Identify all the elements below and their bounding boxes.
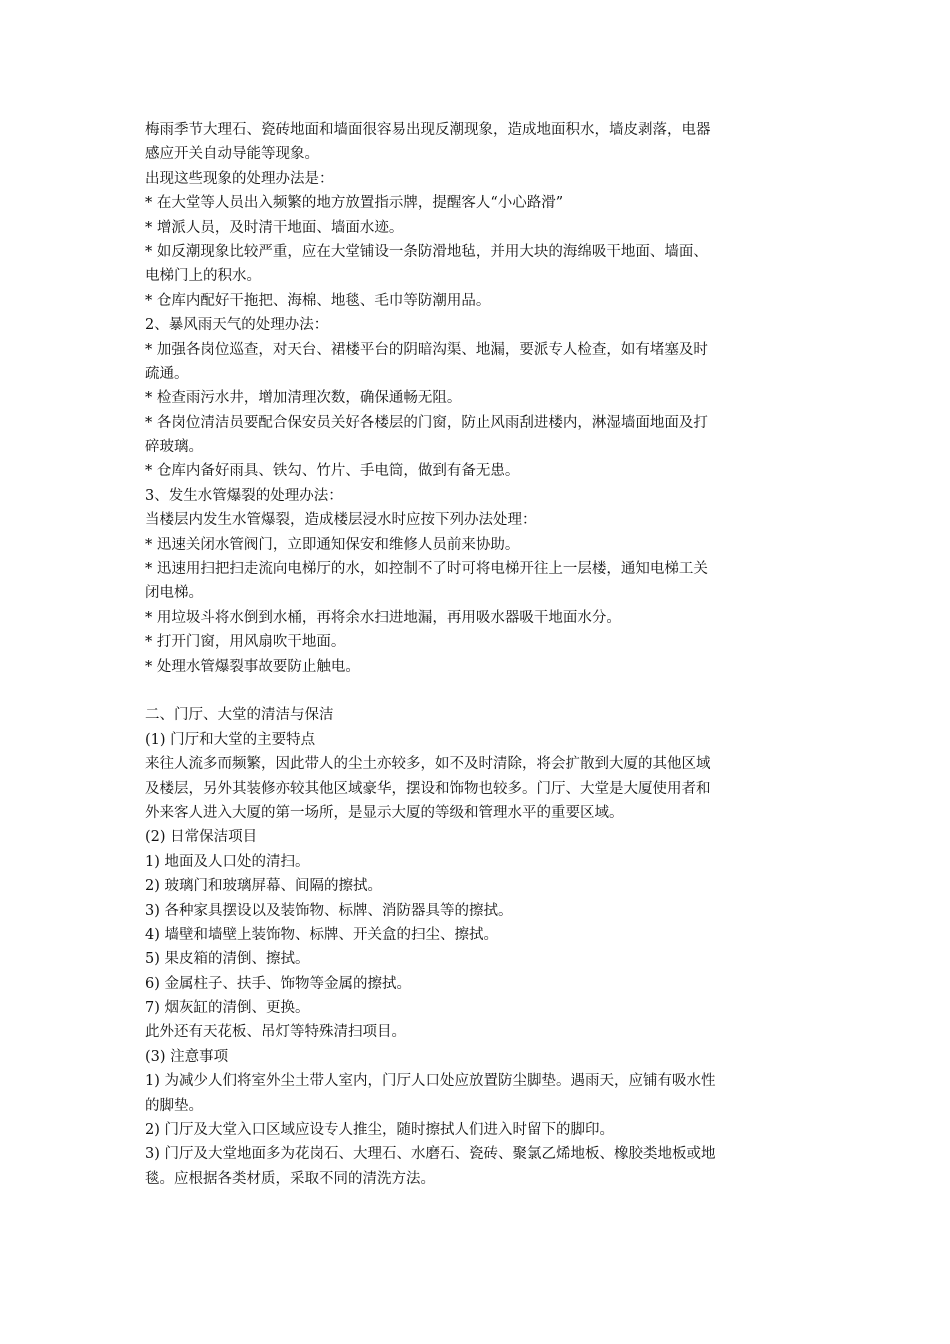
text-line: 1) 为减少人们将室外尘土带人室内，门厅人口处应放置防尘脚垫。遇雨天，应铺有吸水性	[145, 1073, 716, 1090]
text-line: 梅雨季节大理石、瓷砖地面和墙面很容易出现反潮现象，造成地面积水，墙皮剥落，电器	[145, 122, 711, 138]
text-line: 3、发生水管爆裂的处理办法：	[145, 487, 343, 504]
text-line: * 处理水管爆裂事故要防止触电。	[145, 658, 360, 675]
text-line: 4) 墙壁和墙壁上装饰物、标牌、开关盒的扫尘、擦拭。	[145, 926, 498, 943]
text-line: 及楼层，另外其装修亦较其他区域豪华，摆设和饰物也较多。门厅、大堂是大厦使用者和	[145, 780, 711, 797]
text-line: * 仓库内配好干拖把、海棉、地毯、毛巾等防潮用品。	[145, 292, 491, 309]
document-body	[145, 118, 813, 1191]
text-line: 二、门厅、大堂的清洁与保洁	[145, 707, 334, 724]
text-line: * 检查雨污水井，增加清理次数，确保通畅无阻。	[145, 390, 462, 407]
text-line: (3) 注意事项	[145, 1048, 229, 1065]
text-line: 的脚垫。	[145, 1097, 203, 1114]
text-line: 电梯门上的积水。	[145, 268, 261, 285]
text-line: * 仓库内备好雨具、铁勾、竹片、手电筒，做到有备无患。	[145, 463, 520, 480]
text-line: (2) 日常保洁项目	[145, 829, 258, 846]
text-line: * 用垃圾斗将水倒到水桶，再将余水扫进地漏，再用吸水器吸干地面水分。	[145, 609, 621, 626]
text-line: 6) 金属柱子、扶手、饰物等金属的擦拭。	[145, 975, 411, 992]
text-line: 此外还有天花板、吊灯等特殊清扫项目。	[145, 1024, 406, 1041]
text-line: * 迅速关闭水管阀门，立即通知保安和维修人员前来协助。	[145, 536, 520, 553]
text-line: * 增派人员，及时清干地面、墙面水迹。	[145, 219, 404, 236]
text-line: 2) 门厅及大堂入口区域应设专人推尘，随时擦拭人们进入时留下的脚印。	[145, 1122, 614, 1139]
text-line: 外来客人进入大厦的第一场所，是显示大厦的等级和管理水平的重要区域。	[145, 804, 624, 821]
text-line: 碎玻璃。	[145, 439, 203, 456]
text-line: 2、暴风雨天气的处理办法：	[145, 317, 329, 334]
text-line: * 打开门窗，用风扇吹干地面。	[145, 634, 346, 651]
text-line: 毯。应根据各类材质，采取不同的清洗方法。	[145, 1170, 435, 1187]
text-line: 出现这些现象的处理办法是：	[145, 170, 334, 187]
text-line: 3) 各种家具摆设以及装饰物、标牌、消防器具等的擦拭。	[145, 902, 513, 919]
text-line: 5) 果皮箱的清倒、擦拭。	[145, 951, 310, 968]
text-line: (1) 门厅和大堂的主要特点	[145, 731, 316, 748]
text-line: 3) 门厅及大堂地面多为花岗石、大理石、水磨石、瓷砖、聚氯乙烯地板、橡胶类地板或地	[145, 1146, 716, 1163]
text-line: * 在大堂等人员出入频繁的地方放置指示牌，提醒客人“小心路滑”	[145, 195, 564, 212]
text-line: * 加强各岗位巡查，对天台、裙楼平台的阴暗沟渠、地漏，要派专人检查，如有堵塞及时	[145, 341, 708, 358]
text-line: 7) 烟灰缸的清倒、更换。	[145, 1000, 310, 1017]
text-line: 闭电梯。	[145, 585, 203, 602]
text-line: * 如反潮现象比较严重，应在大堂铺设一条防滑地毡，并用大块的海绵吸干地面、墙面、	[145, 243, 708, 260]
text-line: * 迅速用扫把扫走流向电梯厅的水，如控制不了时可将电梯开往上一层楼，通知电梯工关	[145, 561, 708, 578]
text-line: 来往人流多而频繁，因此带人的尘土亦较多，如不及时清除，将会扩散到大厦的其他区域	[145, 756, 711, 773]
text-line: * 各岗位清洁员要配合保安员关好各楼层的门窗，防止风雨刮进楼内，淋湿墙面地面及打	[145, 414, 708, 431]
text-line: 2) 玻璃门和玻璃屏幕、间隔的擦拭。	[145, 878, 382, 895]
blank-line	[145, 679, 813, 703]
text-line: 1) 地面及人口处的清扫。	[145, 853, 310, 870]
text-line: 当楼层内发生水管爆裂，造成楼层浸水时应按下列办法处理：	[145, 512, 537, 529]
text-line: 感应开关自动导能等现象。	[145, 146, 319, 163]
text-line: 疏通。	[145, 365, 189, 382]
